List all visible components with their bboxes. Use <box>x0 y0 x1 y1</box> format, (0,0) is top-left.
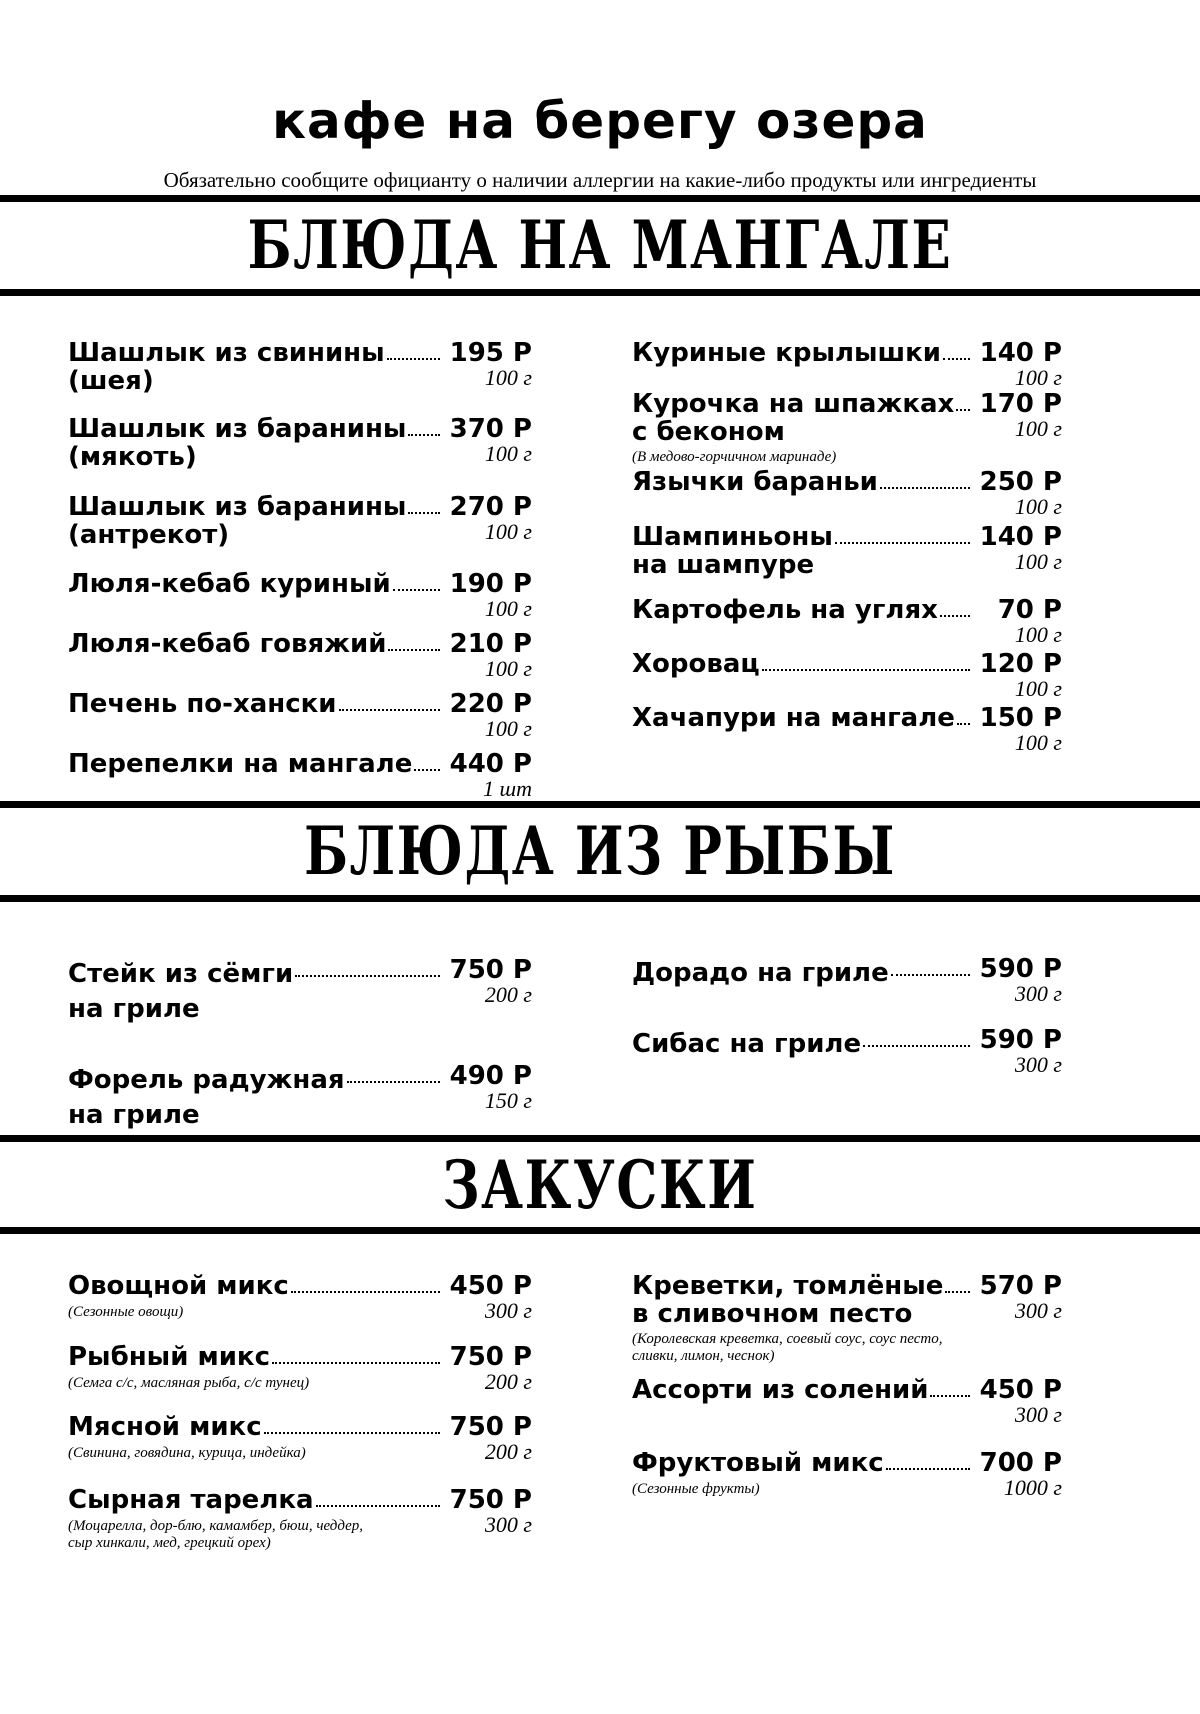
item-weight: 200 г <box>484 982 532 1007</box>
section-title: БЛЮДА НА МАНГАЛЕ <box>247 206 953 284</box>
item-note: (Сезонные фрукты) <box>632 1480 760 1497</box>
item-note: (Сезонные овощи) <box>68 1303 184 1320</box>
item-price: 140 Р <box>979 338 1062 368</box>
item-weight: 300 г <box>1014 1298 1062 1323</box>
dotted-leader <box>387 340 440 360</box>
item-weight: 100 г <box>484 656 532 681</box>
item-name: Ассорти из солений <box>632 1375 929 1405</box>
item-note: (Моцарелла, дор-блю, камамбер, бюш, чеддер, сыр хинкали, мед, грецкий орех) <box>68 1517 364 1551</box>
dotted-leader <box>272 1344 440 1364</box>
item-weight: 300 г <box>1014 1052 1062 1077</box>
item-note: (Семга с/с, масляная рыба, с/с тунец) <box>68 1374 310 1391</box>
dotted-leader <box>863 1027 970 1047</box>
item-price: 170 Р <box>979 389 1062 419</box>
dotted-leader <box>264 1414 440 1434</box>
section-divider <box>0 801 1200 808</box>
item-name: Картофель на углях <box>632 595 938 625</box>
item-price: 590 Р <box>979 954 1062 984</box>
item-name: Люля-кебаб говяжий <box>68 629 387 659</box>
item-price: 750 Р <box>449 1342 532 1372</box>
dotted-leader <box>291 1273 440 1293</box>
item-weight: 100 г <box>1014 622 1062 647</box>
item-name: Шашлык из свинины (шея) <box>68 338 385 396</box>
item-price: 750 Р <box>449 1485 532 1515</box>
item-name: Стейк из сёмги на гриле <box>68 959 294 1024</box>
item-name: Шашлык из баранины (антрекот) <box>68 492 407 550</box>
item-weight: 100 г <box>484 441 532 466</box>
item-name: Шашлык из баранины (мякоть) <box>68 414 407 472</box>
item-name: Рыбный микс <box>68 1342 270 1372</box>
dotted-leader <box>886 1450 970 1470</box>
item-price: 220 Р <box>449 689 532 719</box>
item-name: Перепелки на мангале <box>68 749 413 779</box>
item-weight: 100 г <box>1014 416 1062 441</box>
item-price: 250 Р <box>979 467 1062 497</box>
section-divider <box>0 289 1200 296</box>
item-note: (Королевская креветка, соевый соус, соус песто, сливки, лимон, чеснок) <box>632 1331 943 1365</box>
item-name: Сырная тарелка <box>68 1485 314 1515</box>
item-price: 700 Р <box>979 1448 1062 1478</box>
item-weight: 300 г <box>484 1298 532 1323</box>
item-price: 750 Р <box>449 1412 532 1442</box>
item-name: Фруктовый микс <box>632 1448 884 1478</box>
dotted-leader <box>388 631 440 651</box>
section-divider <box>0 195 1200 202</box>
item-name: Креветки, томлёные в сливочном песто <box>632 1271 944 1329</box>
item-weight: 200 г <box>484 1439 532 1464</box>
item-price: 450 Р <box>979 1375 1062 1405</box>
section-divider <box>0 1135 1200 1142</box>
item-name: Люля-кебаб куриный <box>68 569 391 599</box>
item-weight: 100 г <box>484 596 532 621</box>
dotted-leader <box>956 391 970 411</box>
item-name: Печень по-хански <box>68 689 337 719</box>
section-title: БЛЮДА ИЗ РЫБЫ <box>304 812 896 890</box>
item-weight: 300 г <box>1014 1402 1062 1427</box>
section-divider <box>0 1227 1200 1234</box>
dotted-leader <box>762 651 970 671</box>
item-name: Мясной микс <box>68 1412 262 1442</box>
item-price: 440 Р <box>449 749 532 779</box>
item-name: Овощной микс <box>68 1271 289 1301</box>
item-weight: 100 г <box>1014 365 1062 390</box>
item-note: (В медово-горчичном маринаде) <box>632 449 837 465</box>
item-weight: 100 г <box>1014 549 1062 574</box>
item-weight: 100 г <box>1014 730 1062 755</box>
item-weight: 100 г <box>1014 494 1062 519</box>
dotted-leader <box>957 705 970 725</box>
item-price: 570 Р <box>979 1271 1062 1301</box>
item-weight: 100 г <box>484 365 532 390</box>
dotted-leader <box>945 1273 970 1293</box>
cafe-title: кафе на берегу озера <box>272 92 928 150</box>
item-price: 140 Р <box>979 522 1062 552</box>
item-weight: 300 г <box>484 1512 532 1537</box>
item-name: Сибас на гриле <box>632 1029 862 1059</box>
dotted-leader <box>347 1063 440 1083</box>
dotted-leader <box>295 957 440 977</box>
item-price: 120 Р <box>979 649 1062 679</box>
item-price: 70 Р <box>997 595 1062 625</box>
dotted-leader <box>943 340 970 360</box>
item-price: 190 Р <box>449 569 532 599</box>
section-title: ЗАКУСКИ <box>442 1146 758 1224</box>
dotted-leader <box>835 524 970 544</box>
item-weight: 1 шт <box>483 776 532 801</box>
item-weight: 100 г <box>1014 676 1062 701</box>
item-weight: 300 г <box>1014 981 1062 1006</box>
item-name: Шампиньоны на шампуре <box>632 522 833 580</box>
dotted-leader <box>930 1377 970 1397</box>
item-price: 150 Р <box>979 703 1062 733</box>
dotted-leader <box>880 469 970 489</box>
item-price: 195 Р <box>449 338 532 368</box>
dotted-leader <box>891 956 970 976</box>
dotted-leader <box>339 691 440 711</box>
item-name: Форель радужная на гриле <box>68 1065 345 1130</box>
dotted-leader <box>393 571 440 591</box>
item-weight: 200 г <box>484 1369 532 1394</box>
item-weight: 1000 г <box>1003 1475 1062 1500</box>
dotted-leader <box>940 597 970 617</box>
item-price: 450 Р <box>449 1271 532 1301</box>
item-name: Куриные крылышки <box>632 338 941 368</box>
dotted-leader <box>408 494 440 514</box>
allergy-notice: Обязательно сообщите официанту о наличии аллергии на какие-либо продукты или ингредиенты <box>163 168 1037 192</box>
item-name: Дорадо на гриле <box>632 958 889 988</box>
item-weight: 150 г <box>484 1088 532 1113</box>
dotted-leader <box>414 751 440 771</box>
item-name: Хачапури на мангале <box>632 703 955 733</box>
item-price: 210 Р <box>449 629 532 659</box>
item-price: 750 Р <box>449 955 532 985</box>
item-price: 370 Р <box>449 414 532 444</box>
item-weight: 100 г <box>484 716 532 741</box>
item-note: (Свинина, говядина, курица, индейка) <box>68 1444 306 1461</box>
dotted-leader <box>408 416 440 436</box>
item-weight: 100 г <box>484 519 532 544</box>
dotted-leader <box>316 1487 440 1507</box>
item-name: Курочка на шпажках с беконом <box>632 389 955 447</box>
item-price: 490 Р <box>449 1061 532 1091</box>
section-divider <box>0 895 1200 902</box>
item-price: 590 Р <box>979 1025 1062 1055</box>
item-price: 270 Р <box>449 492 532 522</box>
item-name: Язычки бараньи <box>632 467 878 497</box>
item-name: Хоровац <box>632 649 760 679</box>
